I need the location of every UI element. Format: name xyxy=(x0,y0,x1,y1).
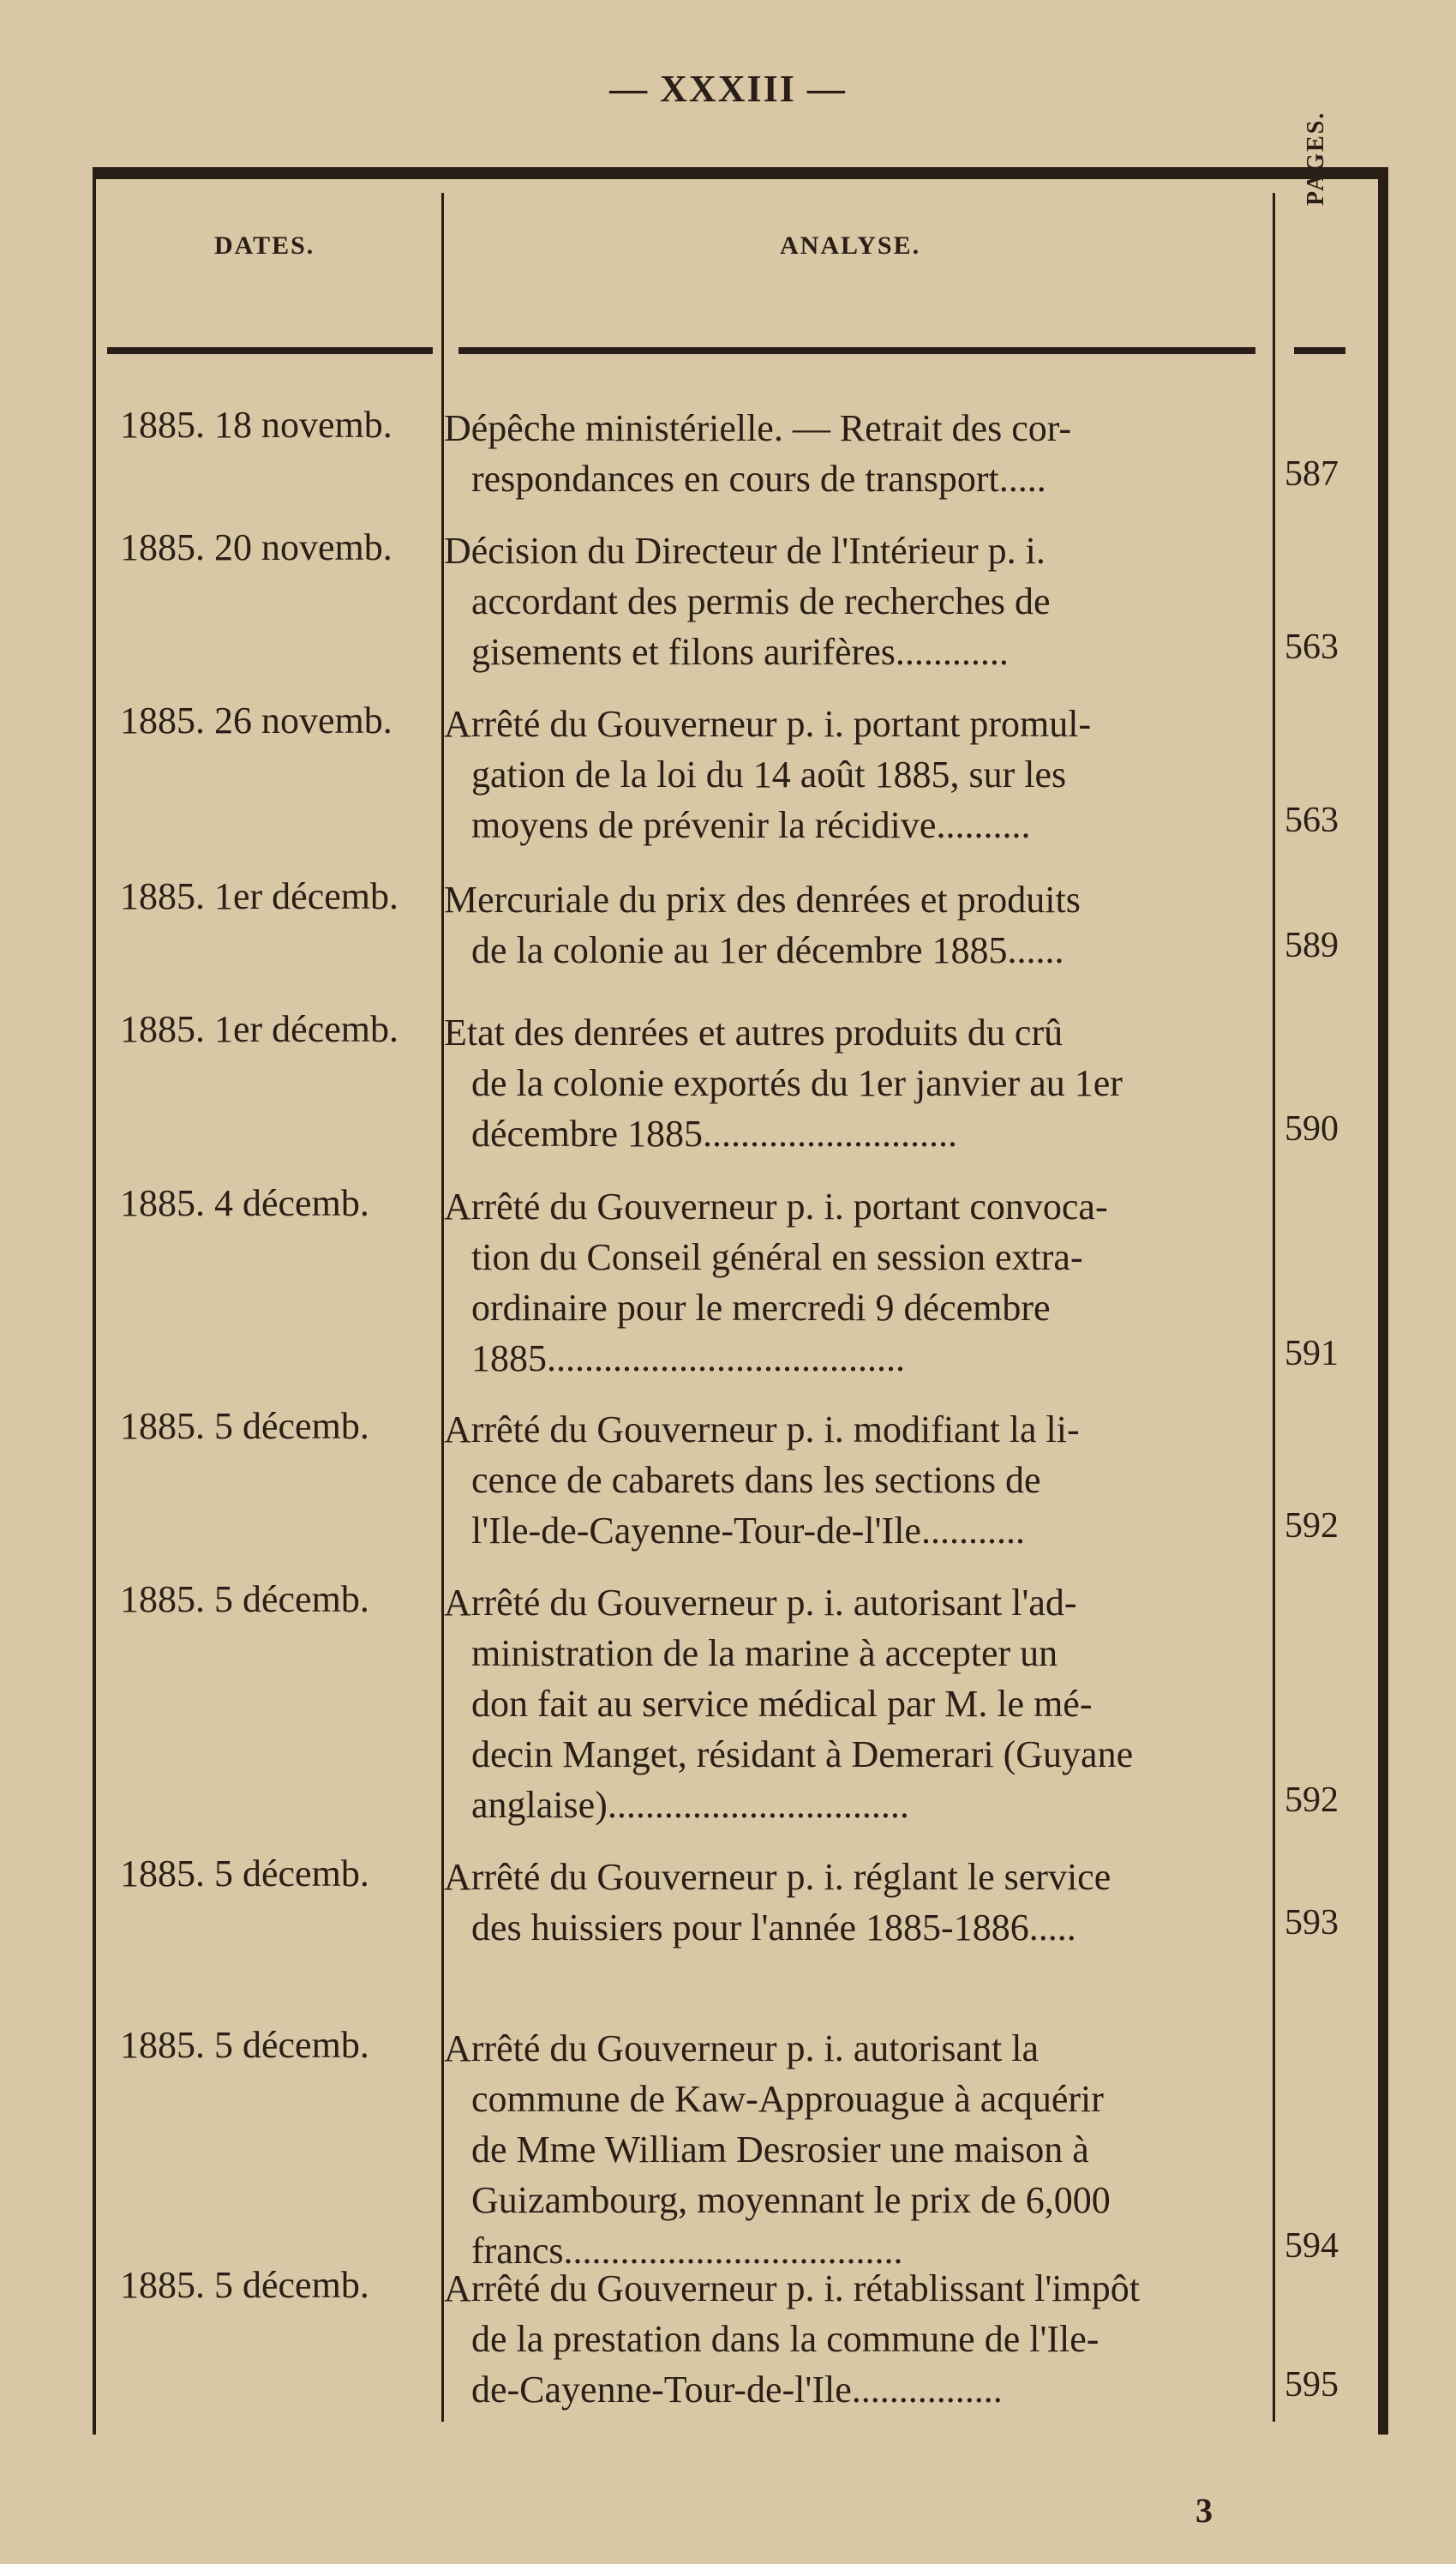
column-header-dates: DATES. xyxy=(214,231,315,260)
signature-mark: 3 xyxy=(1195,2491,1213,2530)
entry-date: 1885. 26 novemb. xyxy=(120,700,392,742)
entry-analysis xyxy=(444,1404,1267,1556)
analysis-line: Mercuriale du prix des denrées et produits xyxy=(444,879,1081,921)
analysis-line: accordant des permis de recherches de xyxy=(471,580,1051,622)
analysis-line: gation de la loi du 14 août 1885, sur les xyxy=(471,754,1067,796)
analysis-line: Etat des denrées et autres produits du crû xyxy=(444,1012,1064,1054)
analysis-line: respondances en cours de transport..... xyxy=(471,458,1046,500)
analysis-line: cence de cabarets dans les sections de xyxy=(471,1459,1041,1501)
entry-page-number: 591 xyxy=(1285,1334,1339,1373)
entry-page-number: 592 xyxy=(1285,1506,1339,1546)
entry-analysis xyxy=(444,874,1267,976)
analysis-line: décembre 1885........................... xyxy=(471,1113,957,1155)
analysis-line: commune de Kaw-Approuague à acquérir xyxy=(471,2078,1104,2120)
analysis-line: Guizambourg, moyennant le prix de 6,000 xyxy=(471,2179,1111,2221)
analysis-line: don fait au service médical par M. le mé- xyxy=(471,1683,1093,1725)
analysis-line: des huissiers pour l'année 1885-1886..... xyxy=(471,1906,1076,1949)
header-rule-pages xyxy=(1294,347,1345,354)
analysis-line: de Mme William Desrosier une maison à xyxy=(471,2129,1089,2171)
entry-analysis xyxy=(444,1007,1267,1159)
entry-analysis xyxy=(444,403,1267,504)
entry-page-number: 563 xyxy=(1285,627,1339,667)
analysis-line: Arrêté du Gouverneur p. i. réglant le service xyxy=(444,1856,1111,1898)
entry-date: 1885. 1er décemb. xyxy=(120,1008,398,1050)
header-rule-analyse xyxy=(458,347,1255,354)
analysis-line: moyens de prévenir la récidive.......... xyxy=(471,804,1031,846)
entry-page-number: 590 xyxy=(1285,1109,1339,1149)
entry-date: 1885. 5 décemb. xyxy=(120,1852,369,1894)
analysis-line: tion du Conseil général en session extra- xyxy=(471,1236,1083,1278)
analysis-line: ordinaire pour le mercredi 9 décembre xyxy=(471,1287,1051,1329)
analysis-line: de la prestation dans la commune de l'Ile- xyxy=(471,2318,1099,2360)
entry-analysis xyxy=(444,1577,1267,1830)
entry-date: 1885. 5 décemb. xyxy=(120,1578,369,1620)
entry-page-number: 592 xyxy=(1285,1780,1339,1820)
analysis-line: Arrêté du Gouverneur p. i. rétablissant l'impôt xyxy=(444,2267,1140,2309)
entry-date: 1885. 18 novemb. xyxy=(120,404,392,446)
analysis-line: Dépêche ministérielle. — Retrait des cor- xyxy=(444,407,1072,449)
entry-page-number: 595 xyxy=(1285,2365,1339,2405)
analysis-line: de la colonie exportés du 1er janvier au 1er xyxy=(471,1062,1123,1104)
entry-page-number: 563 xyxy=(1285,801,1339,840)
entry-page-number: 589 xyxy=(1285,926,1339,965)
entry-analysis xyxy=(444,525,1267,677)
column-header-pages: PAGES. xyxy=(1303,111,1329,206)
analysis-line: l'Ile-de-Cayenne-Tour-de-l'Ile........... xyxy=(471,1510,1025,1552)
analysis-line: anglaise)................................ xyxy=(471,1784,909,1826)
entry-analysis xyxy=(444,2023,1267,2276)
analysis-line: francs.................................... xyxy=(471,2230,903,2272)
analysis-line: Décision du Directeur de l'Intérieur p. i. xyxy=(444,530,1046,572)
entry-date: 1885. 20 novemb. xyxy=(120,526,392,568)
column-divider-pages xyxy=(1273,193,1275,2422)
entry-page-number: 594 xyxy=(1285,2226,1339,2266)
analysis-line: de-Cayenne-Tour-de-l'Ile................ xyxy=(471,2369,1003,2411)
analysis-line: Arrêté du Gouverneur p. i. autorisant la xyxy=(444,2027,1039,2069)
analysis-line: de la colonie au 1er décembre 1885...... xyxy=(471,929,1064,971)
entry-analysis xyxy=(444,1181,1267,1384)
entry-date: 1885. 4 décemb. xyxy=(120,1182,369,1224)
entry-analysis xyxy=(444,1852,1267,1953)
page-number-header: — XXXIII — xyxy=(609,68,847,110)
column-header-analyse: ANALYSE. xyxy=(780,231,921,260)
analysis-line: Arrêté du Gouverneur p. i. autorisant l'ad- xyxy=(444,1582,1077,1624)
entry-page-number: 587 xyxy=(1285,454,1339,494)
analysis-line: 1885...................................... xyxy=(471,1337,905,1379)
analysis-line: Arrêté du Gouverneur p. i. modifiant la li- xyxy=(444,1408,1080,1450)
entry-analysis xyxy=(444,2263,1267,2415)
header-rule-dates xyxy=(107,347,433,354)
analysis-line: Arrêté du Gouverneur p. i. portant convoca- xyxy=(444,1186,1108,1228)
analysis-line: ministration de la marine à accepter un xyxy=(471,1632,1058,1674)
entry-date: 1885. 5 décemb. xyxy=(120,2024,369,2066)
entry-date: 1885. 5 décemb. xyxy=(120,2264,369,2306)
entry-analysis xyxy=(444,699,1267,850)
entry-date: 1885. 5 décemb. xyxy=(120,1405,369,1447)
analysis-line: gisements et filons aurifères............ xyxy=(471,631,1009,673)
analysis-line: Arrêté du Gouverneur p. i. portant promul- xyxy=(444,703,1092,745)
entry-page-number: 593 xyxy=(1285,1903,1339,1943)
analysis-line: decin Manget, résidant à Demerari (Guyane xyxy=(471,1733,1134,1775)
entry-date: 1885. 1er décemb. xyxy=(120,875,398,917)
